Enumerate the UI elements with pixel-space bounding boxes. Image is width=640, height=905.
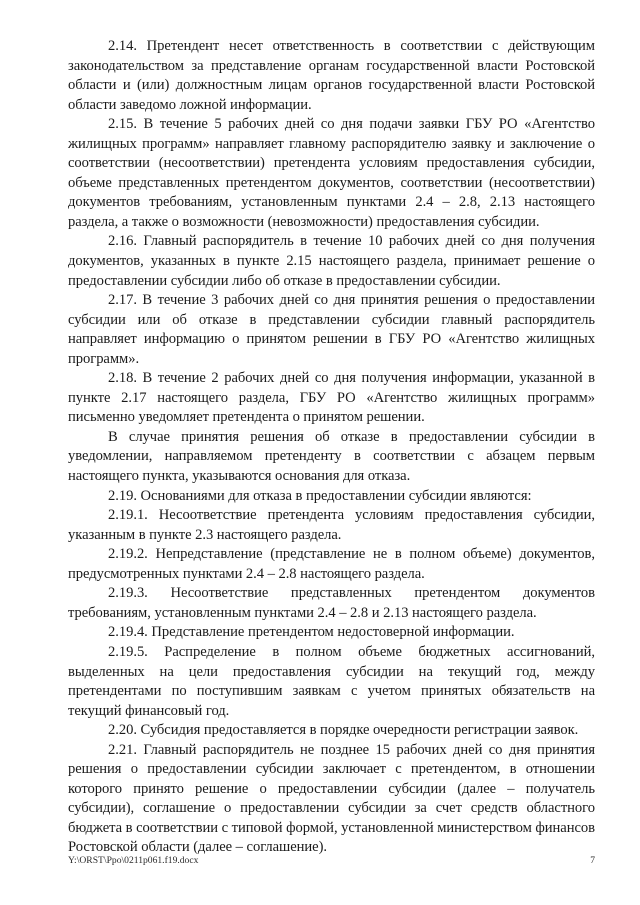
paragraph-2-19-4: 2.19.4. Представление претендентом недостоверной информации. [108,624,515,641]
paragraph-2-17: 2.17. В течение 3 рабочих дней со дня принятия решения о предоставлении субсидии или об отказе в представлении субсидии главный распорядитель направляет информацию о принятом решении в ГБУ РО «Агентство жилищных программ». [68,292,595,367]
paragraph-2-19-3: 2.19.3. Несоответствие представленных претендентом документов требованиям, установленным пунктами 2.4 – 2.8 и 2.13 настоящего раздела. [68,585,595,621]
footer-file-path: Y:\ORST\Ppo\0211p061.f19.docx [68,855,199,866]
paragraph-2-20: 2.20. Субсидия предоставляется в порядке очередности регистрации заявок. [108,722,579,739]
document-body [68,37,595,858]
paragraph-2-19-1: 2.19.1. Несоответствие претендента условиям предоставления субсидии, указанным в пункте 2.3 настоящего раздела. [68,507,595,543]
paragraph-2-16: 2.16. Главный распорядитель в течение 10 рабочих дней со дня получения документов, указанных в пункте 2.15 настоящего раздела, принимает решение о предоставлении субсидии либо об отказе в предоставлении субсидии. [68,233,595,289]
paragraph-2-18: 2.18. В течение 2 рабочих дней со дня получения информации, указанной в пункте 2.17 настоящего раздела, ГБУ РО «Агентство жилищных программ» письменно уведомляет претендента о принятом решении. [68,370,595,426]
paragraph-2-19-5: 2.19.5. Распределение в полном объеме бюджетных ассигнований, выделенных на цели предоставления субсидии на текущий год, между претендентами по поступившим заявкам с учетом принятых обязательств на текущий финансовый год. [68,643,595,719]
paragraph-2-18-refusal-reasons: В случае принятия решения об отказе в предоставлении субсидии в уведомлении, направляемом претенденту в соответствии с абзацем первым настоящего пункта, указываются основания для отказа. [68,428,595,485]
paragraph-2-15: 2.15. В течение 5 рабочих дней со дня подачи заявки ГБУ РО «Агентство жилищных программ» направляет главному распорядителю заявку и заключение о соответствии (несоответствии) претендента условиям предоставления субсидии, объеме представленных претендентом документов, соответствии (несоответствии) документов требованиям, установленным пунктами 2.4 – 2.8, 2.13 настоящего раздела, а также о возможности (невозможности) предоставления субсидии. [68,116,595,230]
page-number: 7 [590,855,595,866]
paragraph-2-14: 2.14. Претендент несет ответственность в соответствии с действующим законодательством за представление органам государственной власти Ростовской области и (или) должностным лицам органов государственной власти Ростовской области заведомо ложной информации. [68,38,595,113]
paragraph-2-19-2: 2.19.2. Непредставление (представление не в полном объеме) документов, предусмотренных пунктами 2.4 – 2.8 настоящего раздела. [68,546,595,582]
paragraph-2-19: 2.19. Основаниями для отказа в предоставлении субсидии являются: [108,487,532,504]
paragraph-2-21: 2.21. Главный распорядитель не позднее 15 рабочих дней со дня принятия решения о предоставлении субсидии заключает с претендентом, в отношении которого принято решение о предоставлении субсидии (далее – получатель субсидии), соглашение о предоставлении субсидии за счет средств областного бюджета в соответствии с типовой формой, установленной министерством финансов Ростовской области (далее – соглашение). [68,741,595,856]
